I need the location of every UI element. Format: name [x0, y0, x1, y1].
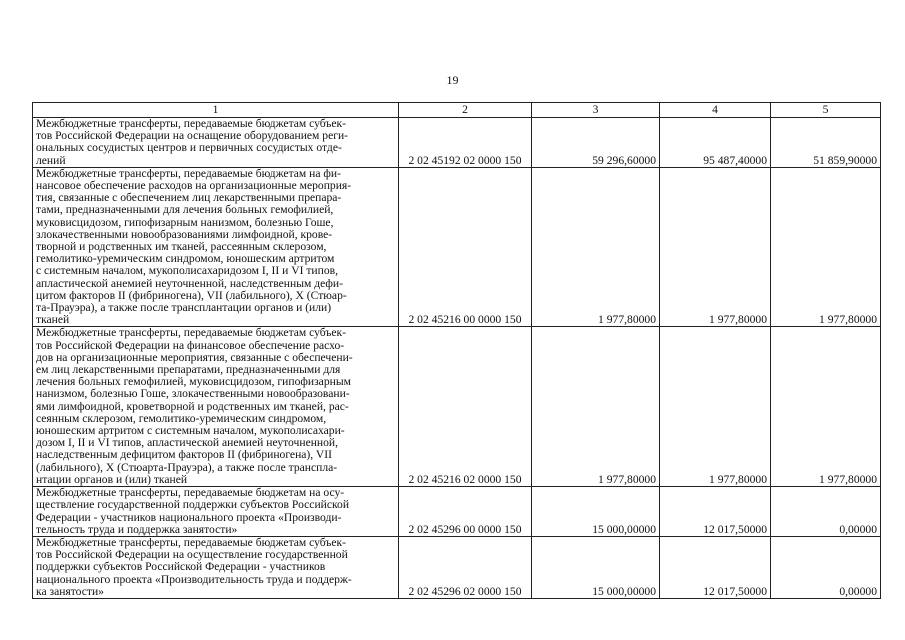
row-value-3: 15 000,00000: [532, 487, 660, 537]
description-line: тов Российской Федерации на оснащение оборудованием реги-: [36, 129, 349, 143]
description-line: нансовое обеспечение расходов на организационные мероприя-: [36, 179, 352, 193]
description-line: лечения больных гемофилией, муковисцидозом, гипофизарным: [36, 375, 351, 389]
description-line: тов Российской Федерации на осуществление государственной: [36, 548, 348, 562]
row-value-4: 1 977,80000: [660, 167, 771, 327]
row-description: [33, 118, 399, 168]
description-line: гемолитико-уремическим синдромом, юношеским артритом: [36, 252, 335, 266]
page-number: 19: [446, 73, 459, 87]
row-code: 2 02 45192 02 0000 150: [399, 118, 532, 168]
description-line: нтации органов и (или) тканей: [36, 472, 188, 486]
description-line: ществление государственной поддержки субъектов Российской: [36, 498, 350, 512]
header-row: [33, 103, 881, 118]
description-line: тия, связанные с обеспечением лиц лекарственными препара-: [36, 191, 342, 205]
column-header-3: 3: [532, 103, 660, 118]
description-line: с системным началом, мукополисахаридозом I, II и VI типов,: [36, 264, 338, 278]
description-line: муковисцидозом, гипофизарным нанизмом, болезнью Гоше,: [36, 215, 334, 229]
description-line: юношеским артритом с системным началом, мукополисахари-: [36, 424, 345, 438]
row-value-4: 12 017,50000: [660, 487, 771, 537]
row-description: [33, 327, 399, 487]
row-value-4: 1 977,80000: [660, 327, 771, 487]
description-line: тканей: [36, 313, 70, 327]
row-code: 2 02 45216 02 0000 150: [399, 327, 532, 487]
row-value-4: 95 487,40000: [660, 118, 771, 168]
table-row: [33, 487, 881, 537]
table-row: [33, 118, 881, 168]
description-line: Межбюджетные трансферты, передаваемые бюджетам субъек-: [36, 326, 347, 340]
row-value-3: 1 977,80000: [532, 327, 660, 487]
description-line: та-Прауэра), а также после трансплантации органов и (или): [36, 301, 332, 315]
row-value-5: 0,00000: [771, 536, 881, 598]
row-value-5: 51 859,90000: [771, 118, 881, 168]
column-header-4: 4: [660, 103, 771, 118]
description-line: Межбюджетные трансферты, передаваемые бюджетам на осу-: [36, 486, 345, 500]
row-value-3: 15 000,00000: [532, 536, 660, 598]
description-line: дов на организационные мероприятия, связанные с обеспечени-: [36, 350, 353, 364]
row-value-5: 1 977,80000: [771, 167, 881, 327]
description-line: тов Российской Федерации на финансовое обеспечение расхо-: [36, 338, 345, 352]
description-line: Межбюджетные трансферты, передаваемые бюджетам субъек-: [36, 536, 347, 549]
description-line: творной и родственных им тканей, рассеянным склерозом,: [36, 240, 327, 254]
description-line: (лабильного), X (Стюарта-Прауэра), а также после транспла-: [36, 460, 338, 474]
description-line: апластической анемией неуточненной, наследственным дефи-: [36, 276, 343, 290]
description-line: лений: [36, 153, 66, 167]
row-value-5: 0,00000: [771, 487, 881, 537]
row-value-4: 12 017,50000: [660, 536, 771, 598]
description-line: ями лимфоидной, кроветворной и родственных им тканей, рас-: [36, 399, 349, 413]
row-code: 2 02 45296 02 0000 150: [399, 536, 532, 598]
row-description: [33, 167, 399, 327]
description-line: ка занятости»: [36, 584, 104, 598]
column-header-2: 2: [399, 103, 532, 118]
description-line: тельность труда и поддержка занятости»: [36, 522, 238, 536]
row-code: 2 02 45216 00 0000 150: [399, 167, 532, 327]
row-code: 2 02 45296 00 0000 150: [399, 487, 532, 537]
description-line: дозом I, II и VI типов, апластической анемией неуточненной,: [36, 436, 339, 450]
column-header-1: 1: [33, 103, 399, 118]
table-row: [33, 167, 881, 327]
column-header-5: 5: [771, 103, 881, 118]
description-line: злокачественными новообразованиями лимфоидной, крове-: [36, 227, 333, 241]
row-description: [33, 487, 399, 537]
budget-table: [32, 102, 881, 599]
row-description: [33, 536, 399, 598]
description-line: национального проекта «Производительность труда и поддерж-: [36, 572, 352, 586]
description-line: нанизмом, болезнью Гоше, злокачественными новообразовани-: [36, 387, 350, 401]
description-line: Федерации - участников национального проекта «Производи-: [36, 510, 342, 524]
description-line: Межбюджетные трансферты, передаваемые бюджетам субъек-: [36, 117, 347, 130]
row-value-3: 1 977,80000: [532, 167, 660, 327]
description-line: наследственным дефицитом факторов II (фибриногена), VII: [36, 448, 332, 462]
description-line: Межбюджетные трансферты, передаваемые бюджетам на фи-: [36, 167, 341, 180]
description-line: сеянным склерозом, гемолитико-уремическим синдромом,: [36, 411, 327, 425]
table-row: [33, 536, 881, 598]
row-value-5: 1 977,80000: [771, 327, 881, 487]
row-value-3: 59 296,60000: [532, 118, 660, 168]
description-line: тами, предназначенными для лечения больных гемофилией,: [36, 203, 334, 217]
table-row: [33, 327, 881, 487]
description-line: поддержки субъектов Российской Федерации - участников: [36, 560, 326, 574]
description-line: цитом факторов II (фибриногена), VII (лабильного), X (Стюар-: [36, 288, 347, 302]
description-line: ем лиц лекарственными препаратами, предназначенными для: [36, 363, 341, 377]
description-line: ональных сосудистых центров и первичных сосудистых отде-: [36, 141, 342, 155]
